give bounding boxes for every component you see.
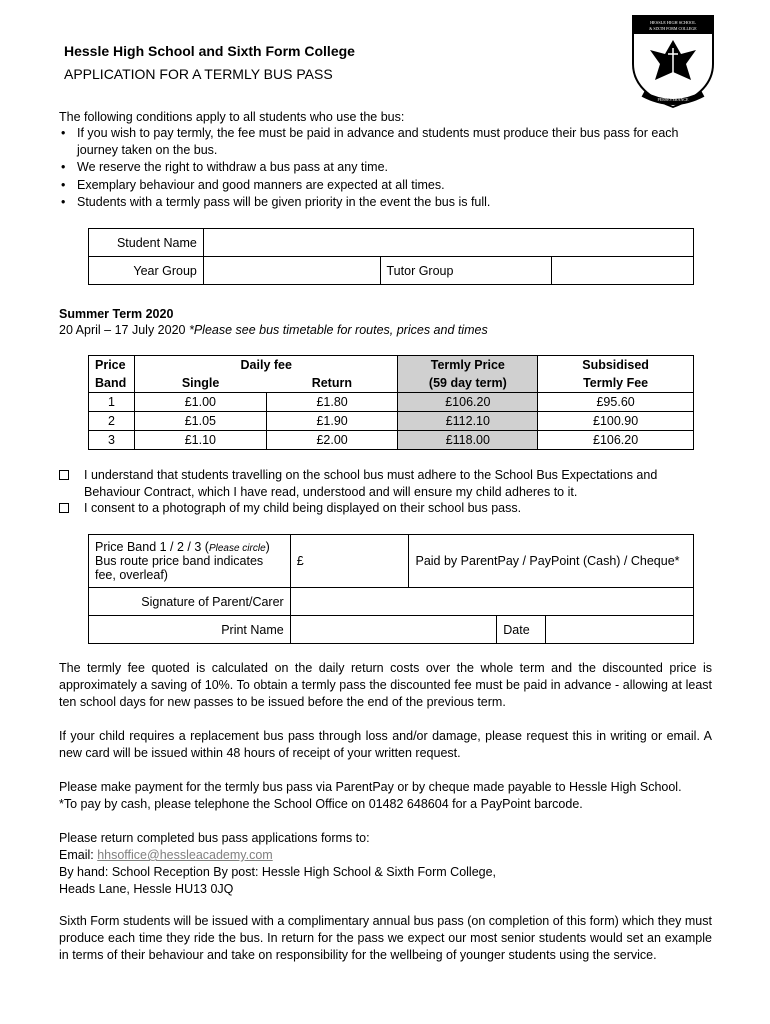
fee-explanation: The termly fee quoted is calculated on the daily return costs over the whole term and the discounted price is approximately a saving of 10%. To obtain a termly pass the discounted fee must be paid in advance - allowing at least ten school days for new passes to be issued before the end of the previous term. — [59, 661, 712, 709]
list-item: • We reserve the right to withdraw a bus pass at any time. — [59, 159, 719, 176]
signature-field[interactable] — [290, 588, 693, 616]
year-group-field[interactable] — [203, 257, 380, 285]
band-cell: 3 — [89, 431, 135, 450]
tutor-group-field[interactable] — [552, 257, 694, 285]
table-row — [89, 412, 694, 431]
form-title: APPLICATION FOR A TERMLY BUS PASS — [64, 66, 333, 82]
return-cell: £1.80 — [266, 393, 398, 412]
termly-cell: £106.20 — [398, 393, 538, 412]
subsidised-header: Subsidised — [538, 356, 694, 375]
subsidised-cell: £106.20 — [538, 431, 694, 450]
consent-behaviour-text: I understand that students travelling on the school bus must adhere to the School Bus Expectations and Behaviour Contract, which I have read, understood and will ensure my child adheres to it. — [84, 468, 658, 499]
price-band-header: Price — [89, 356, 135, 375]
school-crest-logo — [628, 14, 718, 109]
student-details-table — [88, 228, 694, 285]
payment-table — [88, 534, 694, 644]
paid-by-options: Paid by ParentPay / PayPoint (Cash) / Cheque* — [415, 554, 680, 568]
replacement-info: If your child requires a replacement bus pass through loss and/or damage, please request this in writing or email. A new card will be issued within 48 hours of receipt of your written request. — [59, 729, 712, 760]
date-label: Date — [497, 616, 546, 644]
band-cell: 2 — [89, 412, 135, 431]
termly-price-header-2: (59 day term) — [398, 374, 538, 393]
svg-text:& SIXTH FORM COLLEGE: & SIXTH FORM COLLEGE — [649, 26, 697, 31]
return-cell: £1.90 — [266, 412, 398, 431]
consent-photo-text: I consent to a photograph of my child being displayed on their school bus pass. — [84, 501, 522, 515]
subsidised-cell: £100.90 — [538, 412, 694, 431]
signature-label: Signature of Parent/Carer — [89, 588, 291, 616]
term-note: *Please see bus timetable for routes, prices and times — [188, 323, 488, 337]
termly-cell: £112.10 — [398, 412, 538, 431]
payment-method: Please make payment for the termly bus pass via ParentPay or by cheque made payable to Hessle High School. — [59, 780, 682, 794]
currency-symbol: £ — [296, 554, 304, 568]
consent-behaviour — [59, 467, 709, 500]
term-title: Summer Term 2020 — [59, 307, 174, 321]
term-dates — [59, 323, 488, 337]
consent-photo-checkbox[interactable] — [59, 503, 69, 513]
school-name: Hessle High School and Sixth Form College — [64, 43, 355, 59]
term-date-range: 20 April – 17 July 2020 — [59, 323, 186, 337]
price-band-label: Price Band 1 / 2 / 3 ( — [95, 540, 209, 554]
single-cell: £1.05 — [134, 412, 266, 431]
email-link[interactable]: hhsoffice@hessleacademy.com — [97, 848, 273, 862]
band-cell: 1 — [89, 393, 135, 412]
print-name-label: Print Name — [89, 616, 291, 644]
conditions-intro: The following conditions apply to all students who use the bus: — [59, 110, 405, 124]
single-cell: £1.10 — [134, 431, 266, 450]
sixth-form-info: Sixth Form students will be issued with a complimentary annual bus pass (on completion of this form) which they must produce each time they ride the bus. In return for the pass we expect our most senior students would set an example in terms of their behaviour and take on responsibility for the wellbeing of younger students using the service. — [59, 914, 712, 962]
hand-post-line: By hand: School Reception By post: Hessle High School & Sixth Form College, — [59, 865, 497, 879]
address-line: Heads Lane, Hessle HU13 0JQ — [59, 882, 234, 896]
return-header: Return — [266, 374, 398, 393]
list-item: • Exemplary behaviour and good manners are expected at all times. — [59, 177, 719, 194]
return-intro: Please return completed bus pass applications forms to: — [59, 831, 370, 845]
price-band-close: ) — [265, 540, 270, 554]
return-cell: £2.00 — [266, 431, 398, 450]
amount-field[interactable] — [290, 535, 409, 588]
paid-by-cell[interactable] — [409, 535, 694, 588]
svg-text:HESSLE HIGH SCHOOL: HESSLE HIGH SCHOOL — [650, 20, 696, 25]
payment-info — [59, 779, 712, 813]
student-name-field[interactable] — [203, 229, 693, 257]
date-field[interactable] — [546, 616, 694, 644]
price-band-header-2: Band — [89, 374, 135, 393]
please-circle-note: Please circle — [208, 543, 266, 554]
subsidised-header-2: Termly Fee — [538, 374, 694, 393]
list-item: • Students with a termly pass will be given priority in the event the bus is full. — [59, 194, 719, 211]
year-group-label: Year Group — [89, 257, 204, 285]
cash-info: *To pay by cash, please telephone the School Office on 01482 648604 for a PayPoint barcode. — [59, 797, 583, 811]
termly-price-header: Termly Price — [398, 356, 538, 375]
consent-behaviour-checkbox[interactable] — [59, 470, 69, 480]
svg-text:PERSEVERANCE: PERSEVERANCE — [657, 97, 689, 102]
student-name-label: Student Name — [89, 229, 204, 257]
list-item: • If you wish to pay termly, the fee must be paid in advance and students must produce their bus pass for each journey taken on the bus. — [59, 125, 719, 158]
price-band-cell[interactable] — [89, 535, 291, 588]
table-row — [89, 431, 694, 450]
email-label: Email: — [59, 848, 98, 862]
conditions-list — [59, 125, 719, 212]
fee-table — [88, 355, 694, 450]
price-band-note: Bus route price band indicates fee, overleaf) — [95, 554, 264, 582]
subsidised-cell: £95.60 — [538, 393, 694, 412]
table-row — [89, 393, 694, 412]
termly-cell: £118.00 — [398, 431, 538, 450]
daily-fee-header: Daily fee — [134, 356, 397, 375]
single-header: Single — [134, 374, 266, 393]
consent-photo — [59, 500, 709, 517]
return-info — [59, 830, 712, 898]
email-line — [59, 847, 712, 864]
print-name-field[interactable] — [290, 616, 497, 644]
single-cell: £1.00 — [134, 393, 266, 412]
tutor-group-label: Tutor Group — [380, 257, 552, 285]
